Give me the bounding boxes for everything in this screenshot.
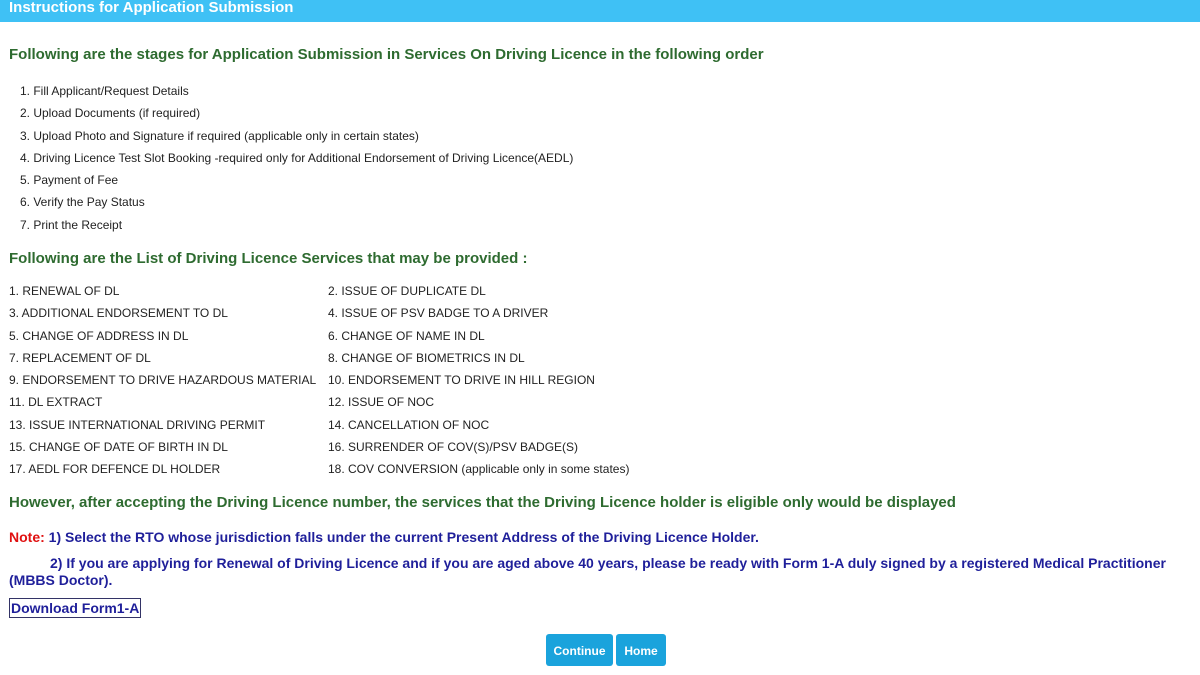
service-item: 8. CHANGE OF BIOMETRICS IN DL (328, 350, 525, 365)
service-item: 3. ADDITIONAL ENDORSEMENT TO DL (9, 306, 228, 321)
list-item: 7. Print the Receipt (20, 217, 123, 232)
stages-heading: Following are the stages for Application Submission in Services On Driving Licence in the following order (9, 46, 764, 63)
services-heading: Following are the List of Driving Licence Services that may be provided : (9, 250, 528, 267)
service-item: 13. ISSUE INTERNATIONAL DRIVING PERMIT (9, 417, 266, 432)
home-button[interactable]: Home (616, 634, 666, 666)
page-header: Instructions for Application Submission (0, 0, 1200, 22)
list-item: 4. Driving Licence Test Slot Booking -required only for Additional Endorsement of Driving Licence(AEDL) (20, 150, 574, 165)
list-item: 5. Payment of Fee (20, 173, 119, 188)
eligibility-text: However, after accepting the Driving Licence number, the services that the Driving Licence holder is eligible only would be displayed (9, 494, 956, 511)
service-item: 12. ISSUE OF NOC (328, 395, 435, 410)
service-item: 15. CHANGE OF DATE OF BIRTH IN DL (9, 439, 228, 454)
list-item: 2. Upload Documents (if required) (20, 106, 201, 121)
service-item: 17. AEDL FOR DEFENCE DL HOLDER (9, 462, 221, 476)
service-item: 2. ISSUE OF DUPLICATE DL (328, 284, 486, 298)
service-item: 6. CHANGE OF NAME IN DL (328, 328, 485, 343)
service-item: 16. SURRENDER OF COV(S)/PSV BADGE(S) (328, 439, 579, 454)
stages-list (20, 84, 573, 240)
service-item: 18. COV CONVERSION (applicable only in some states) (328, 462, 630, 476)
service-item: 9. ENDORSEMENT TO DRIVE HAZARDOUS MATERIAL (9, 373, 317, 387)
service-item: 10. ENDORSEMENT TO DRIVE IN HILL REGION (328, 373, 595, 387)
note-text-1: 1) Select the RTO whose jurisdiction falls under the current Present Address of the Driving Licence Holder. (44, 529, 759, 545)
service-item: 4. ISSUE OF PSV BADGE TO A DRIVER (328, 306, 549, 321)
download-form-link[interactable]: Download Form1-A (11, 600, 140, 616)
note-label: Note: (9, 529, 45, 545)
service-item: 7. REPLACEMENT OF DL (9, 350, 151, 365)
service-item: 1. RENEWAL OF DL (9, 284, 120, 298)
services-list (9, 284, 688, 484)
continue-button[interactable]: Continue (546, 634, 613, 666)
note-line-1 (9, 529, 759, 545)
service-item: 14. CANCELLATION OF NOC (328, 417, 490, 432)
service-item: 5. CHANGE OF ADDRESS IN DL (9, 328, 189, 343)
list-item: 1. Fill Applicant/Request Details (20, 84, 189, 98)
note-line-2: 2) If you are applying for Renewal of Driving Licence and if you are aged above 40 years, please be ready with Form 1-A duly signed by a registered Medical Practitioner (MBBS Doctor). (9, 555, 1166, 588)
service-item: 11. DL EXTRACT (9, 395, 103, 410)
list-item: 3. Upload Photo and Signature if required (applicable only in certain states) (20, 128, 419, 143)
list-item: 6. Verify the Pay Status (20, 195, 145, 210)
